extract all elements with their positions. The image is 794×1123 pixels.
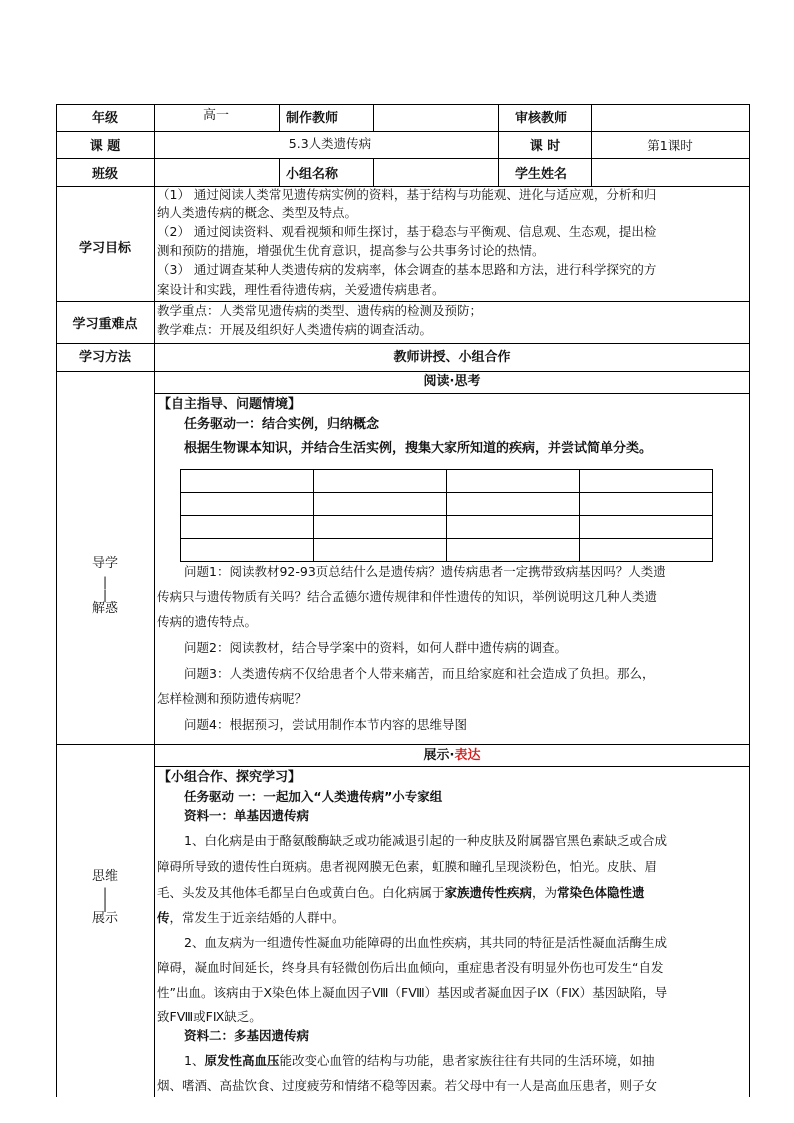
albinism-text: ，为: [532, 885, 558, 900]
grade-value: 高一: [202, 108, 230, 123]
key-point-line: 教学难点：开展及组织好人类遗传病的调查活动。: [157, 322, 433, 337]
objectives-line: 案设计和实践，理性看待遗传病，关爱遗传病患者。: [157, 282, 445, 297]
topic-label: 课 题: [89, 139, 121, 154]
show-label-bottom: 展示: [91, 911, 119, 926]
rule: [154, 393, 750, 394]
show-title-part: 展示·: [423, 748, 455, 763]
rule: [373, 158, 374, 186]
guide-task: 任务驱动一：结合实例，归纳概念: [184, 417, 380, 432]
rule: [56, 371, 750, 372]
guide-question-line: 怎样检测和预防遗传病呢？: [157, 691, 308, 706]
hemophilia-line: 性”出血。该病由于X染色体上凝血因子Ⅷ（FⅧ）基因或者凝血因子Ⅸ（FⅨ）基因缺陷，导: [157, 985, 668, 1000]
method-value: 教师讲授、小组合作: [393, 350, 511, 365]
show-label-top: 思维: [91, 869, 119, 884]
key-points-label: 学习重难点: [72, 317, 138, 332]
albinism-line: [157, 912, 345, 925]
rule: [279, 104, 280, 131]
albinism-line: [157, 887, 645, 900]
rule: [498, 104, 499, 131]
rule: [56, 158, 750, 159]
guide-section-title: 阅读·思考: [423, 374, 481, 389]
class-label: 班级: [91, 167, 119, 182]
guide-label-dash: |: [102, 588, 108, 602]
hemophilia-line: 致FⅧ或FⅨ缺乏。: [157, 1009, 262, 1024]
hemophilia-line: 障碍，凝血时间延长，终身具有轻微创伤后出血倾向，重症患者没有明显外伤也可发生“自发: [157, 960, 664, 975]
show-title-highlight: 表达: [454, 748, 481, 763]
hemophilia-line: 2、血友病为一组遗传性凝血功能障碍的出血性疾病，其共同的特征是活性凝血活酶生成: [184, 935, 667, 950]
show-section-title: [424, 749, 481, 762]
rule: [56, 343, 750, 344]
show-task: 任务驱动 一：一起加入“人类遗传病”小专家组: [184, 789, 443, 804]
hypertension-text: 能改变心血管的结构与功能，患者家族往往有共同的生活环境，如抽: [279, 1053, 655, 1068]
familial-disease-term: 家族遗传性疾病: [444, 885, 533, 900]
show-label-dash: |: [102, 886, 108, 900]
objectives-line: 纳人类遗传病的概念、类型及特点。: [157, 205, 358, 220]
rule: [591, 131, 592, 158]
guide-instruction: 根据生物课本知识，并结合生活实例，搜集大家所知道的疾病，并尝试简单分类。: [184, 441, 653, 456]
rule: [279, 158, 280, 186]
rule: [56, 131, 750, 132]
objectives-line: 测和预防的措施，增强优生优育意识，提高参与公共事务讨论的热情。: [157, 243, 545, 258]
rule: [56, 301, 750, 302]
albinism-text: ，常发生于近亲结婚的人群中。: [169, 910, 345, 925]
hypertension-line: [184, 1055, 654, 1068]
rule: [154, 104, 155, 1097]
albinism-line: 障碍所导致的遗传性白斑病。患者视网膜无色素，虹膜和瞳孔呈现淡粉色，怕光。皮肤、眉: [157, 859, 658, 874]
group-label: 小组名称: [286, 167, 339, 182]
key-point-line: 教学重点：人类常见遗传病的类型、遗传病的检测及预防；: [157, 303, 483, 318]
objectives-line: （2） 通过阅读资料、观看视频和师生探讨，基于稳态与平衡观、信息观、生态观，提出检: [157, 224, 657, 239]
albinism-text: 毛、头发及其他体毛都呈白色或黄白色。白化病属于: [157, 885, 445, 900]
rule: [591, 158, 592, 186]
objectives-label: 学习目标: [78, 241, 132, 256]
rule: [56, 104, 750, 105]
guide-label-bottom: 解惑: [91, 601, 119, 616]
rule: [154, 766, 750, 767]
classification-grid: [180, 469, 713, 562]
guide-question-line: 问题4：根据预习，尝试用制作本节内容的思维导图: [184, 717, 467, 732]
autosomal-recessive-term-end: 传: [157, 910, 170, 925]
method-label: 学习方法: [78, 350, 132, 365]
guide-label-dash: |: [102, 575, 108, 589]
author-label: 制作教师: [286, 111, 339, 126]
autosomal-recessive-term: 常染色体隐性遗: [557, 885, 645, 900]
rule: [373, 104, 374, 131]
guide-label-top: 导学: [91, 556, 119, 571]
guide-question-line: 问题1：阅读教材92-93页总结什么是遗传病？遗传病患者一定携带致病基因吗？人类遗: [184, 564, 666, 579]
rule: [56, 104, 57, 1097]
guide-question-line: 问题3：人类遗传病不仅给患者个人带来痛苦，而且给家庭和社会造成了负担。那么，: [184, 666, 655, 681]
topic-value: 5.3人类遗传病: [288, 136, 372, 151]
hypertension-term: 原发性高血压: [204, 1053, 280, 1068]
show-heading: 【小组合作、探究学习】: [158, 770, 302, 785]
student-label: 学生姓名: [515, 167, 568, 182]
guide-question-line: 传病只与遗传物质有关吗？结合孟德尔遗传规律和伴性遗传的知识，举例说明这几种人类遗: [157, 589, 658, 604]
material-two-title: 资料二：多基因遗传病: [184, 1028, 310, 1043]
objectives-line: （3） 通过调查某种人类遗传病的发病率，体会调查的基本思路和方法，进行科学探究的方: [157, 262, 657, 277]
rule: [591, 104, 592, 131]
show-label-dash: |: [102, 898, 108, 912]
material-one-title: 资料一：单基因遗传病: [184, 808, 310, 823]
guide-question-line: 问题2：阅读教材，结合导学案中的资料，如何人群中遗传病的调查。: [184, 640, 567, 655]
grade-label: 年级: [91, 111, 119, 126]
hypertension-text: 1、: [184, 1053, 205, 1068]
guide-question-line: 传病的遗传特点。: [157, 614, 258, 629]
rule: [498, 158, 499, 186]
rule: [749, 104, 750, 1097]
guide-heading: 【自主指导、问题情境】: [158, 397, 302, 412]
objectives-line: （1） 通过阅读人类常见遗传病实例的资料，基于结构与功能观、进化与适应观，分析和归: [157, 187, 657, 202]
rule: [56, 744, 750, 745]
albinism-line: 1、白化病是由于酪氨酸酶缺乏或功能减退引起的一种皮肤及附属器官黑色素缺乏或合成: [184, 833, 667, 848]
reviewer-label: 审核教师: [515, 111, 568, 126]
period-label: 课 时: [529, 139, 561, 154]
hypertension-line: 烟、嗜酒、高盐饮食、过度疲劳和情绪不稳等因素。若父母中有一人是高血压患者，则子女: [157, 1078, 658, 1093]
rule: [498, 131, 499, 158]
period-value: 第1课时: [647, 138, 693, 153]
